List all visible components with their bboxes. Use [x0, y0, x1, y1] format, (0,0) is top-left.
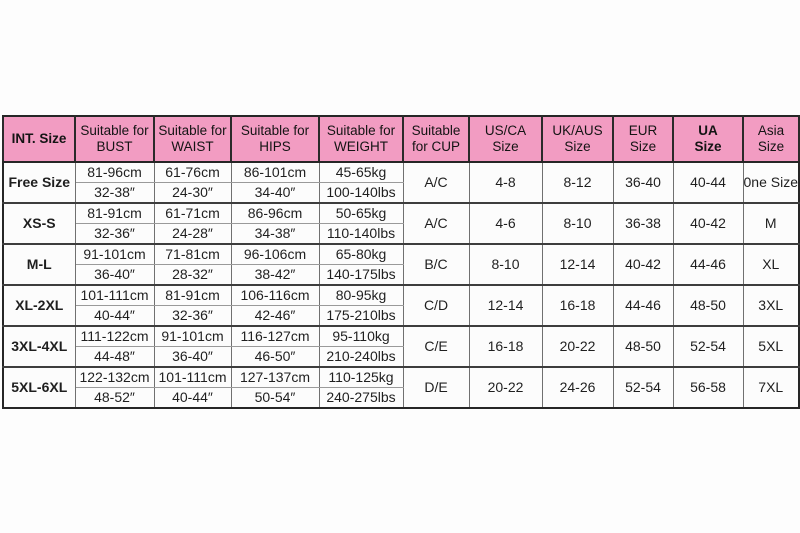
cell-uk-aus: 24-26 — [542, 367, 613, 408]
cell-int-size: Free Size — [3, 162, 75, 203]
cell-us-ca: 12-14 — [469, 285, 542, 326]
cell-waist-cm: 61-76cm — [154, 162, 231, 183]
cell-weight-kg: 95-110kg — [319, 326, 403, 347]
cell-waist-cm: 71-81cm — [154, 244, 231, 265]
cell-cup: C/D — [403, 285, 469, 326]
cell-us-ca: 20-22 — [469, 367, 542, 408]
header-label: INT. Size — [11, 130, 67, 146]
cell-bust-cm: 81-91cm — [75, 203, 154, 224]
cell-hips-cm: 86-101cm — [231, 162, 319, 183]
cell-hips-cm: 106-116cm — [231, 285, 319, 306]
col-header-us-ca: US/CA Size — [469, 116, 542, 162]
table-row — [3, 162, 799, 183]
cell-weight-lbs: 100-140lbs — [319, 183, 403, 204]
cell-weight-lbs: 140-175lbs — [319, 265, 403, 286]
cell-cup: A/C — [403, 162, 469, 203]
cell-int-size: XS-S — [3, 203, 75, 244]
table-row — [3, 203, 799, 224]
cell-cup: C/E — [403, 326, 469, 367]
cell-hips-in: 42-46″ — [231, 306, 319, 327]
col-header-eur: EUR Size — [613, 116, 673, 162]
cell-waist-in: 24-30″ — [154, 183, 231, 204]
cell-eur: 40-42 — [613, 244, 673, 285]
cell-int-size: 3XL-4XL — [3, 326, 75, 367]
cell-bust-in: 32-38″ — [75, 183, 154, 204]
cell-uk-aus: 8-12 — [542, 162, 613, 203]
cell-asia: 0ne Size — [743, 162, 799, 203]
cell-hips-cm: 96-106cm — [231, 244, 319, 265]
header-row — [3, 116, 799, 162]
col-header-cup: Suitable for CUP — [403, 116, 469, 162]
cell-bust-in: 32-36″ — [75, 224, 154, 245]
cell-bust-in: 48-52″ — [75, 388, 154, 409]
cell-asia: 7XL — [743, 367, 799, 408]
cell-asia: 5XL — [743, 326, 799, 367]
cell-eur: 36-38 — [613, 203, 673, 244]
col-header-hips: Suitable for HIPS — [231, 116, 319, 162]
cell-hips-in: 46-50″ — [231, 347, 319, 368]
cell-uk-aus: 16-18 — [542, 285, 613, 326]
cell-cup: B/C — [403, 244, 469, 285]
cell-asia: 3XL — [743, 285, 799, 326]
cell-bust-cm: 81-96cm — [75, 162, 154, 183]
cell-hips-cm: 86-96cm — [231, 203, 319, 224]
cell-eur: 44-46 — [613, 285, 673, 326]
table-row — [3, 244, 799, 265]
cell-ua: 56-58 — [673, 367, 743, 408]
cell-weight-kg: 50-65kg — [319, 203, 403, 224]
cell-weight-kg: 80-95kg — [319, 285, 403, 306]
cell-weight-kg: 65-80kg — [319, 244, 403, 265]
size-chart — [2, 115, 798, 409]
cell-bust-cm: 101-111cm — [75, 285, 154, 306]
cell-bust-in: 44-48″ — [75, 347, 154, 368]
cell-uk-aus: 20-22 — [542, 326, 613, 367]
size-chart-table — [2, 115, 800, 409]
cell-waist-cm: 81-91cm — [154, 285, 231, 306]
cell-hips-in: 34-40″ — [231, 183, 319, 204]
cell-ua: 40-42 — [673, 203, 743, 244]
cell-weight-kg: 110-125kg — [319, 367, 403, 388]
cell-uk-aus: 8-10 — [542, 203, 613, 244]
cell-waist-in: 28-32″ — [154, 265, 231, 286]
cell-eur: 48-50 — [613, 326, 673, 367]
cell-waist-in: 24-28″ — [154, 224, 231, 245]
cell-us-ca: 4-8 — [469, 162, 542, 203]
cell-int-size: XL-2XL — [3, 285, 75, 326]
cell-waist-in: 40-44″ — [154, 388, 231, 409]
cell-us-ca: 4-6 — [469, 203, 542, 244]
cell-weight-lbs: 210-240lbs — [319, 347, 403, 368]
table-row — [3, 285, 799, 306]
cell-ua: 44-46 — [673, 244, 743, 285]
cell-waist-cm: 61-71cm — [154, 203, 231, 224]
col-header-waist: Suitable for WAIST — [154, 116, 231, 162]
cell-bust-cm: 111-122cm — [75, 326, 154, 347]
cell-bust-in: 40-44″ — [75, 306, 154, 327]
col-header-asia: Asia Size — [743, 116, 799, 162]
cell-bust-cm: 91-101cm — [75, 244, 154, 265]
cell-hips-cm: 127-137cm — [231, 367, 319, 388]
col-header-ua: UA Size — [673, 116, 743, 162]
cell-waist-in: 32-36″ — [154, 306, 231, 327]
cell-weight-kg: 45-65kg — [319, 162, 403, 183]
cell-asia: XL — [743, 244, 799, 285]
cell-bust-cm: 122-132cm — [75, 367, 154, 388]
cell-waist-cm: 91-101cm — [154, 326, 231, 347]
cell-weight-lbs: 240-275lbs — [319, 388, 403, 409]
cell-hips-in: 38-42″ — [231, 265, 319, 286]
col-header-weight: Suitable for WEIGHT — [319, 116, 403, 162]
cell-hips-in: 34-38″ — [231, 224, 319, 245]
col-header-int-size — [3, 116, 75, 162]
cell-eur: 52-54 — [613, 367, 673, 408]
cell-cup: A/C — [403, 203, 469, 244]
cell-waist-cm: 101-111cm — [154, 367, 231, 388]
cell-asia: M — [743, 203, 799, 244]
cell-int-size: M-L — [3, 244, 75, 285]
cell-hips-cm: 116-127cm — [231, 326, 319, 347]
cell-eur: 36-40 — [613, 162, 673, 203]
table-row — [3, 326, 799, 347]
cell-ua: 48-50 — [673, 285, 743, 326]
cell-ua: 40-44 — [673, 162, 743, 203]
cell-weight-lbs: 175-210lbs — [319, 306, 403, 327]
cell-bust-in: 36-40″ — [75, 265, 154, 286]
col-header-uk-aus: UK/AUS Size — [542, 116, 613, 162]
cell-cup: D/E — [403, 367, 469, 408]
cell-weight-lbs: 110-140lbs — [319, 224, 403, 245]
cell-int-size: 5XL-6XL — [3, 367, 75, 408]
cell-hips-in: 50-54″ — [231, 388, 319, 409]
col-header-bust: Suitable for BUST — [75, 116, 154, 162]
cell-us-ca: 8-10 — [469, 244, 542, 285]
cell-us-ca: 16-18 — [469, 326, 542, 367]
cell-uk-aus: 12-14 — [542, 244, 613, 285]
table-row — [3, 367, 799, 388]
cell-ua: 52-54 — [673, 326, 743, 367]
cell-waist-in: 36-40″ — [154, 347, 231, 368]
